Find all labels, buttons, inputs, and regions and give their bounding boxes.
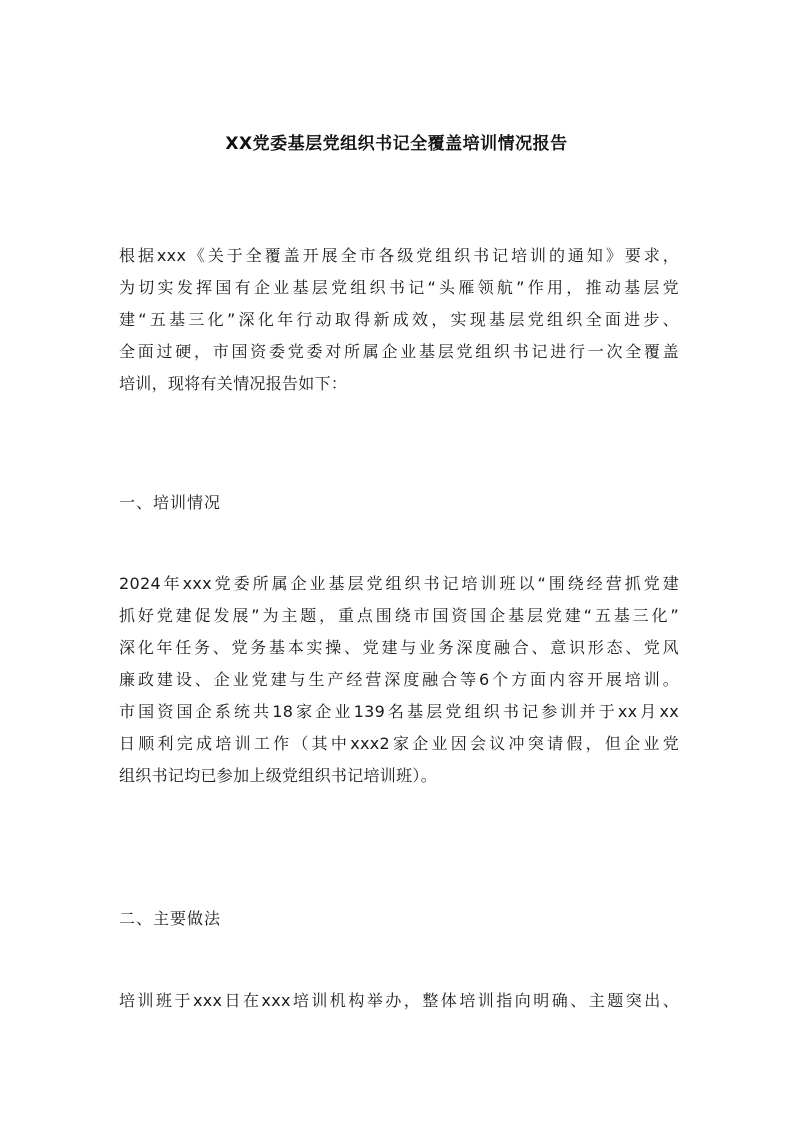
training-line: 廉政建设、企业党建与生产经营深度融合等6个方面内容开展培训。: [119, 670, 679, 689]
intro-line: 全面过硬，市国资委党委对所属企业基层党组织书记进行一次全覆盖: [119, 342, 679, 361]
training-line: 市国资国企系统共18家企业139名基层党组织书记参训并于xx月xx: [119, 702, 679, 721]
practices-paragraph: [119, 985, 679, 1017]
intro-line: 培训，现将有关情况报告如下：: [119, 374, 348, 393]
intro-line: 建“五基三化”深化年行动取得新成效，实现基层党组织全面进步、: [119, 310, 679, 329]
intro-line: 为切实发挥国有企业基层党组织书记“头雁领航”作用，推动基层党: [119, 278, 679, 297]
training-line: 2024年xxx党委所属企业基层党组织书记培训班以“围绕经营抓党建: [119, 574, 679, 593]
section-heading-training: 一、培训情况: [119, 493, 222, 512]
document-title: XX党委基层党组织书记全覆盖培训情况报告: [225, 134, 568, 154]
intro-paragraph: [119, 240, 679, 400]
practices-line: 培训班于xxx日在xxx培训机构举办，整体培训指向明确、主题突出、: [119, 991, 679, 1010]
training-line: 组织书记均已参加上级党组织书记培训班）。: [119, 766, 438, 785]
training-paragraph: [119, 568, 679, 792]
training-line: 抓好党建促发展”为主题，重点围绕市国资国企基层党建“五基三化”: [119, 606, 679, 625]
section-heading-practices: 二、主要做法: [119, 909, 222, 928]
training-line: 日顺利完成培训工作（其中xxx2家企业因会议冲突请假，但企业党: [119, 734, 679, 753]
training-line: 深化年任务、党务基本实操、党建与业务深度融合、意识形态、党风: [119, 638, 679, 657]
intro-line: 根据xxx《关于全覆盖开展全市各级党组织书记培训的通知》要求，: [119, 246, 679, 265]
